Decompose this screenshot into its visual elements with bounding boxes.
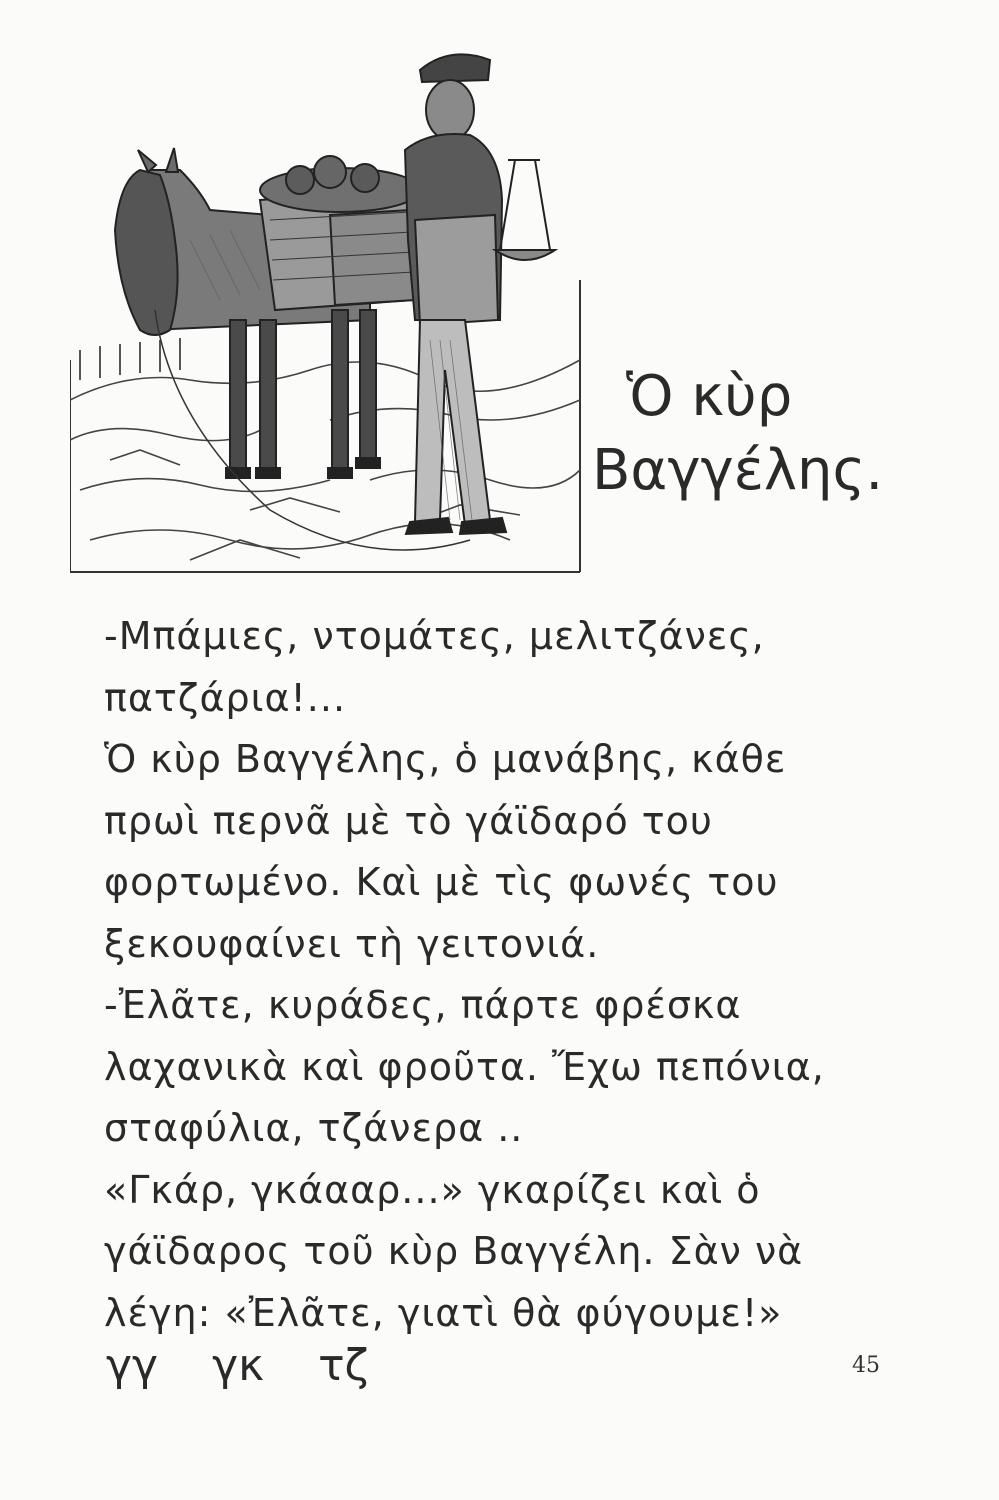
text-line: γάϊδαρος τοῦ κὺρ Βαγγέλη. Σὰν νὰ [104,1229,804,1273]
page-number: 45 [852,1353,880,1378]
story-title [586,360,916,508]
title-line-1: Ὁ κὺρ [626,364,793,429]
text-line: πρωὶ περνᾶ μὲ τὸ γάϊδαρό του [104,798,713,843]
letter-combo: γκ [212,1340,265,1391]
text-line: πατζάρια!... [104,675,347,720]
text-line: ξεκουφαίνει τὴ γειτονιά. [104,921,600,966]
title-line-2: Βαγγέλης. [592,437,884,503]
text-line: Ὁ κὺρ Βαγγέλης, ὁ μανάβης, κάθε [104,737,787,781]
text-line: λέγη: «Ἐλᾶτε, γιατὶ θὰ φύγουμε!» [104,1290,783,1335]
story-text [104,606,904,1344]
letter-combo: γγ [106,1340,159,1391]
letter-combinations [106,1340,395,1391]
text-line: λαχανικὰ καὶ φροῦτα. Ἔχω πεπόνια, [104,1044,825,1089]
text-line: φορτωμένο. Καὶ μὲ τὶς φωνές του [104,860,779,904]
text-line: σταφύλια, τζάνερα .. [104,1106,524,1150]
text-line: -Μπάμιες, ντομάτες, μελιτζάνες, [104,614,765,658]
greengrocer-donkey-illustration [70,40,586,580]
letter-combo: τζ [318,1340,369,1391]
text-line: -Ἐλᾶτε, κυράδες, πάρτε φρέσκα [104,983,742,1027]
text-line: «Γκάρ, γκάααρ...» γκαρίζει καὶ ὁ [104,1167,761,1212]
